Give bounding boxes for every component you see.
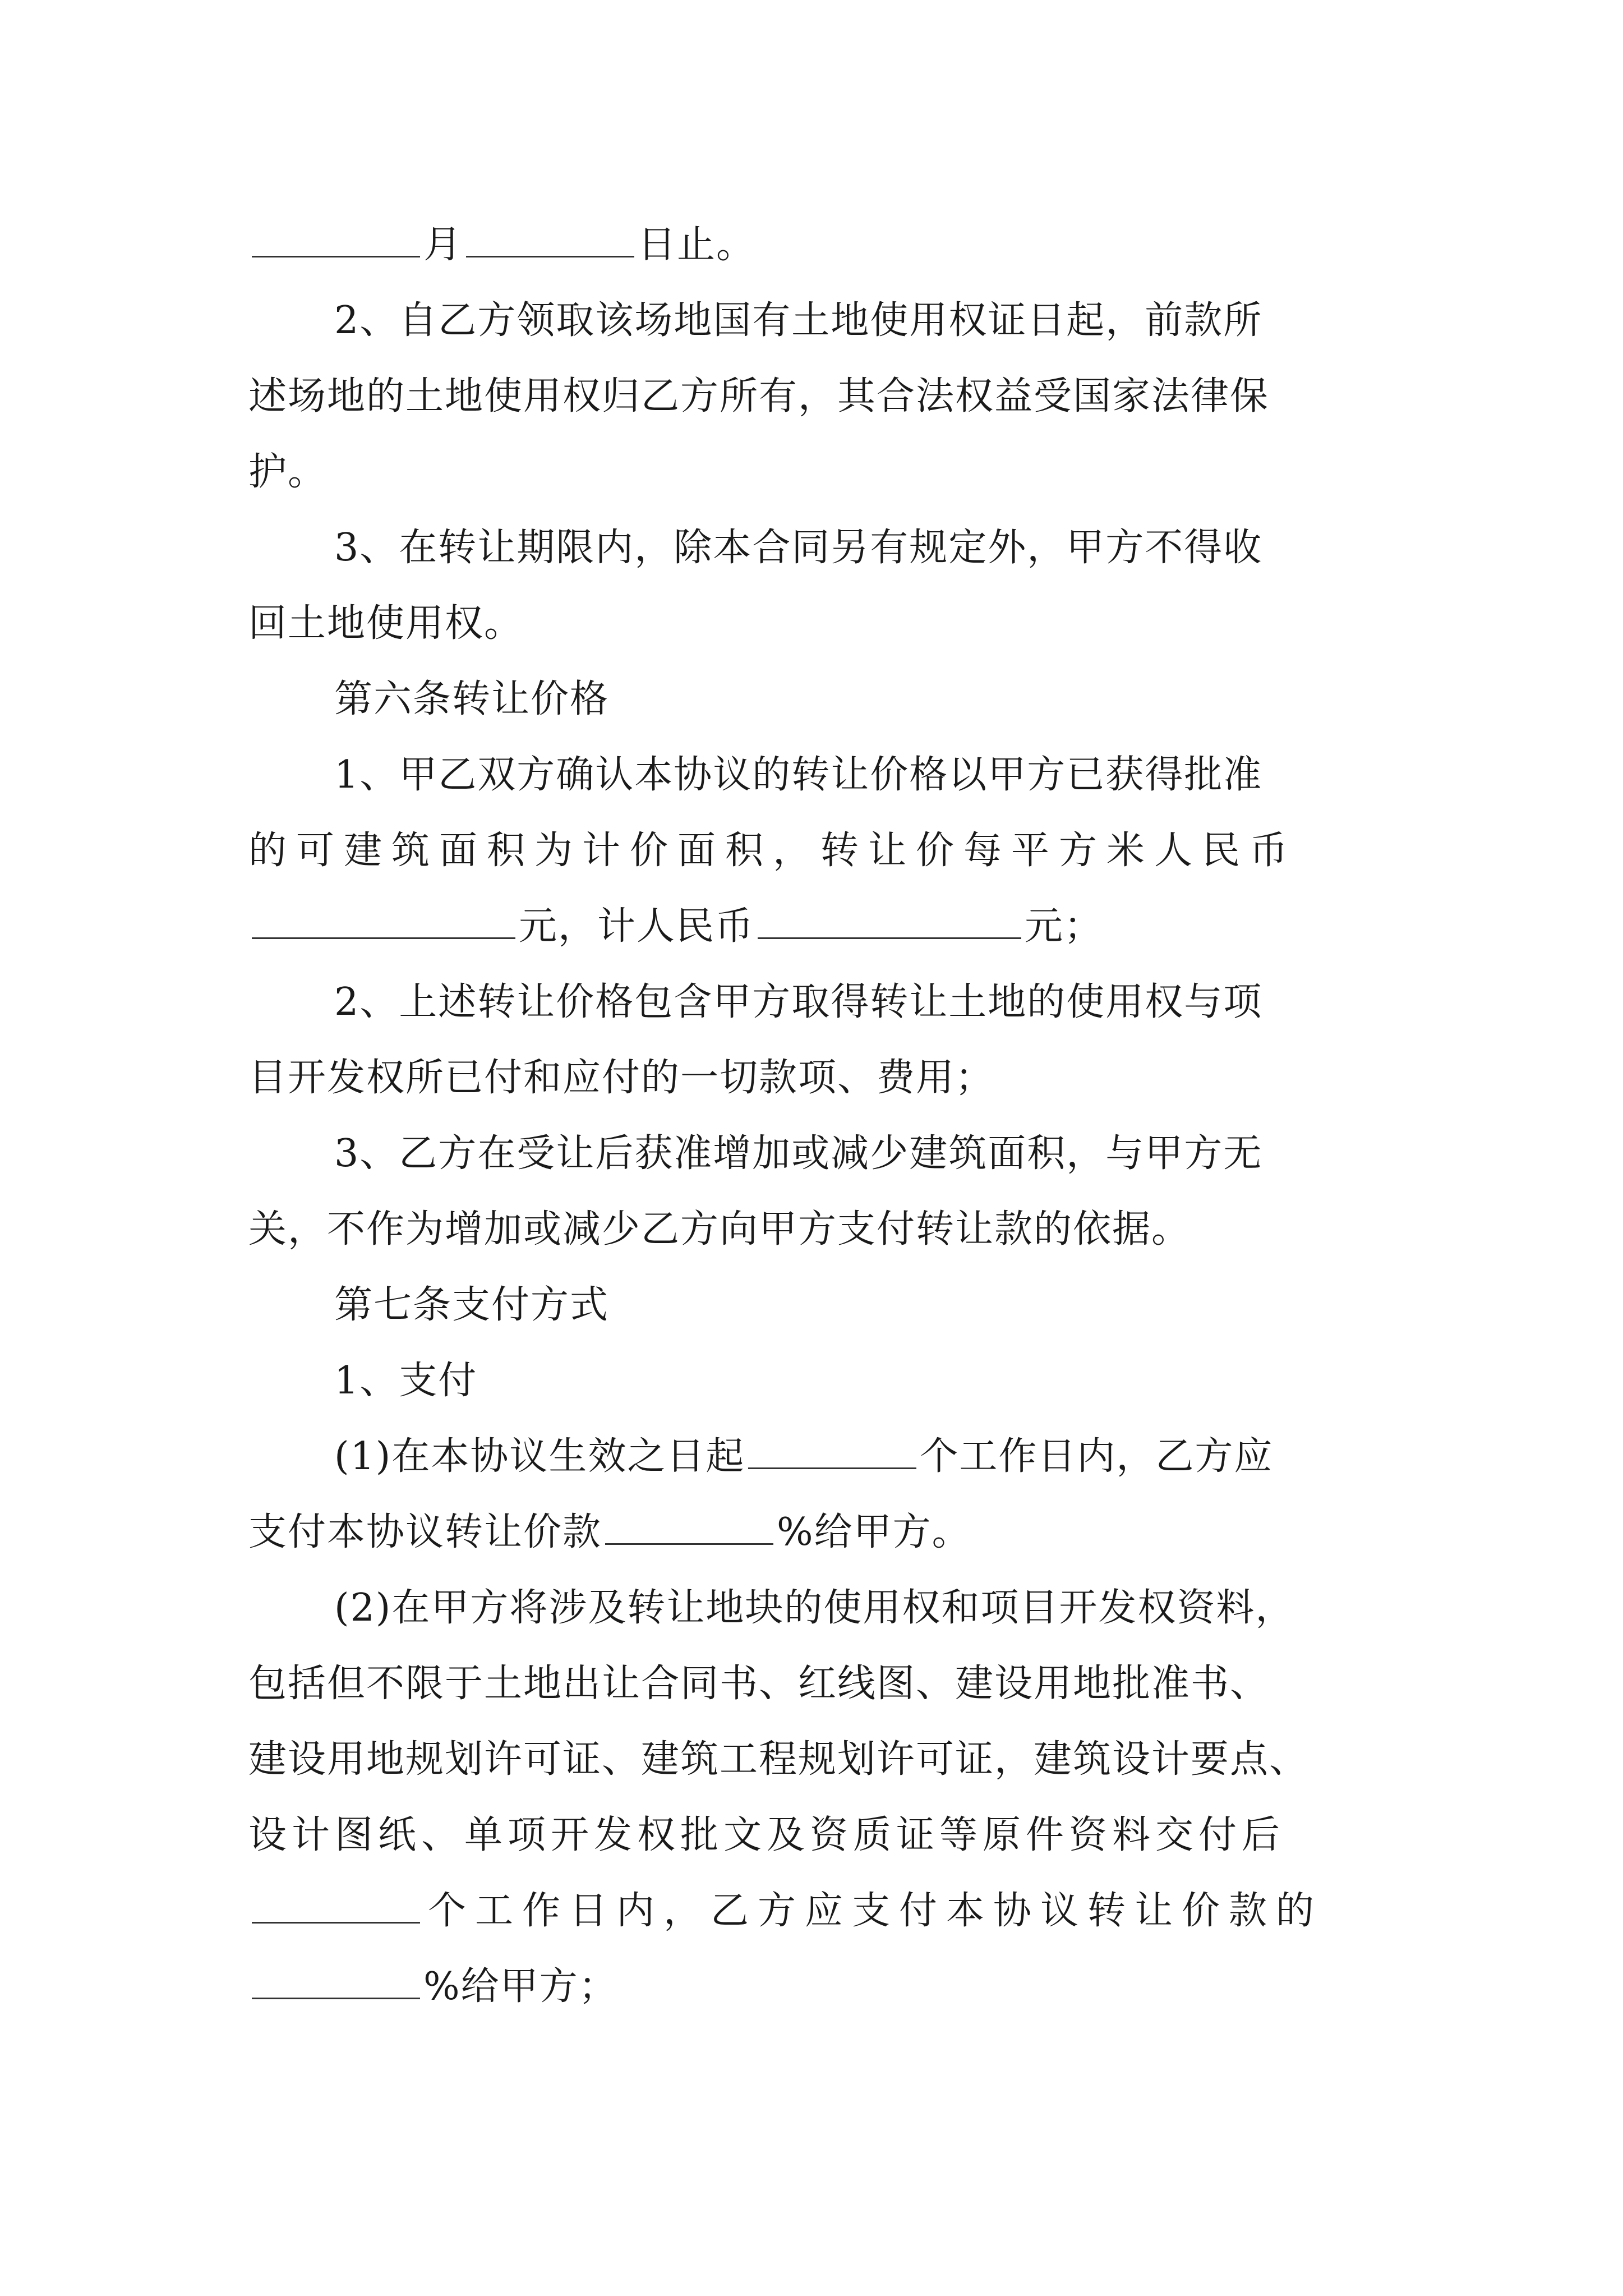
subsection-heading: 1、支付 bbox=[334, 1359, 478, 1403]
blank-field-percent-2[interactable] bbox=[252, 1966, 420, 1999]
paragraph-line: 设计图纸、单项开发权批文及资质证等原件资料交付后 bbox=[248, 1813, 1285, 1857]
blank-field-total-price[interactable] bbox=[758, 906, 1021, 939]
paragraph-line: 1、甲乙双方确认本协议的转让价格以甲方已获得批准 bbox=[334, 753, 1263, 797]
text-line-price-amount bbox=[248, 885, 1393, 969]
blank-field-unit-price[interactable] bbox=[252, 906, 515, 939]
paragraph-line: 的可建筑面积为计价面积，转让价每平方米人民币 bbox=[248, 829, 1298, 873]
text-yuan: 元； bbox=[1025, 904, 1104, 949]
text-month: 月 bbox=[423, 223, 463, 267]
text-line-date-end bbox=[248, 203, 1393, 287]
paragraph-line: 关，不作为增加或减少乙方向甲方支付转让款的依据。 bbox=[248, 1207, 1191, 1251]
text-payment-2-percent: %给甲方； bbox=[423, 1964, 618, 2009]
paragraph-line: 述场地的土地使用权归乙方所有，其合法权益受国家法律保 bbox=[248, 374, 1270, 418]
text-line-payment-1-percent bbox=[248, 1490, 1393, 1575]
paragraph-line: 包括但不限于土地出让合同书、红线图、建设用地批准书、 bbox=[248, 1662, 1270, 1706]
paragraph-line: 3、在转让期限内，除本合同另有规定外，甲方不得收 bbox=[334, 526, 1263, 570]
section-heading-article-7: 第七条支付方式 bbox=[334, 1283, 610, 1327]
text-to-party-a: %给甲方。 bbox=[777, 1510, 971, 1554]
blank-field-workdays-2[interactable] bbox=[252, 1890, 420, 1924]
paragraph-line: 2、自乙方领取该场地国有土地使用权证日起，前款所 bbox=[334, 298, 1263, 343]
section-heading-article-6: 第六条转让价格 bbox=[334, 677, 610, 721]
paragraph-line: 目开发权所已付和应付的一切款项、费用； bbox=[248, 1056, 995, 1100]
text-payment-2: 个工作日内，乙方应支付本协议转让价款的 bbox=[428, 1889, 1324, 1933]
paragraph-line: (2)在甲方将涉及转让地块的使用权和项目开发权资料， bbox=[334, 1586, 1295, 1630]
paragraph-line: 建设用地规划许可证、建筑工程规划许可证，建筑设计要点、 bbox=[248, 1737, 1309, 1782]
paragraph-line: 护。 bbox=[248, 450, 328, 494]
text-payment-1-percent-label: 支付本协议转让价款 bbox=[248, 1510, 602, 1554]
paragraph-line: 2、上述转让价格包含甲方取得转让土地的使用权与项 bbox=[334, 980, 1263, 1024]
text-payment-1-start: (1)在本协议生效之日起 bbox=[334, 1434, 745, 1479]
blank-field-workdays-1[interactable] bbox=[748, 1436, 916, 1469]
text-payment-1-end: 个工作日内，乙方应 bbox=[920, 1434, 1274, 1479]
blank-field-percent-1[interactable] bbox=[605, 1512, 773, 1545]
text-line-payment-2 bbox=[248, 1869, 1393, 1953]
text-total-price-label: 元，计人民币 bbox=[519, 904, 755, 949]
text-line-payment-2-percent bbox=[248, 1945, 1393, 2029]
blank-field-month[interactable] bbox=[252, 224, 420, 257]
text-line-payment-1 bbox=[334, 1415, 1393, 1499]
paragraph-line: 3、乙方在受让后获准增加或减少建筑面积，与甲方无 bbox=[334, 1131, 1263, 1176]
text-day-end: 日止。 bbox=[638, 223, 756, 267]
blank-field-day[interactable] bbox=[466, 224, 634, 257]
paragraph-line: 回土地使用权。 bbox=[248, 601, 524, 646]
